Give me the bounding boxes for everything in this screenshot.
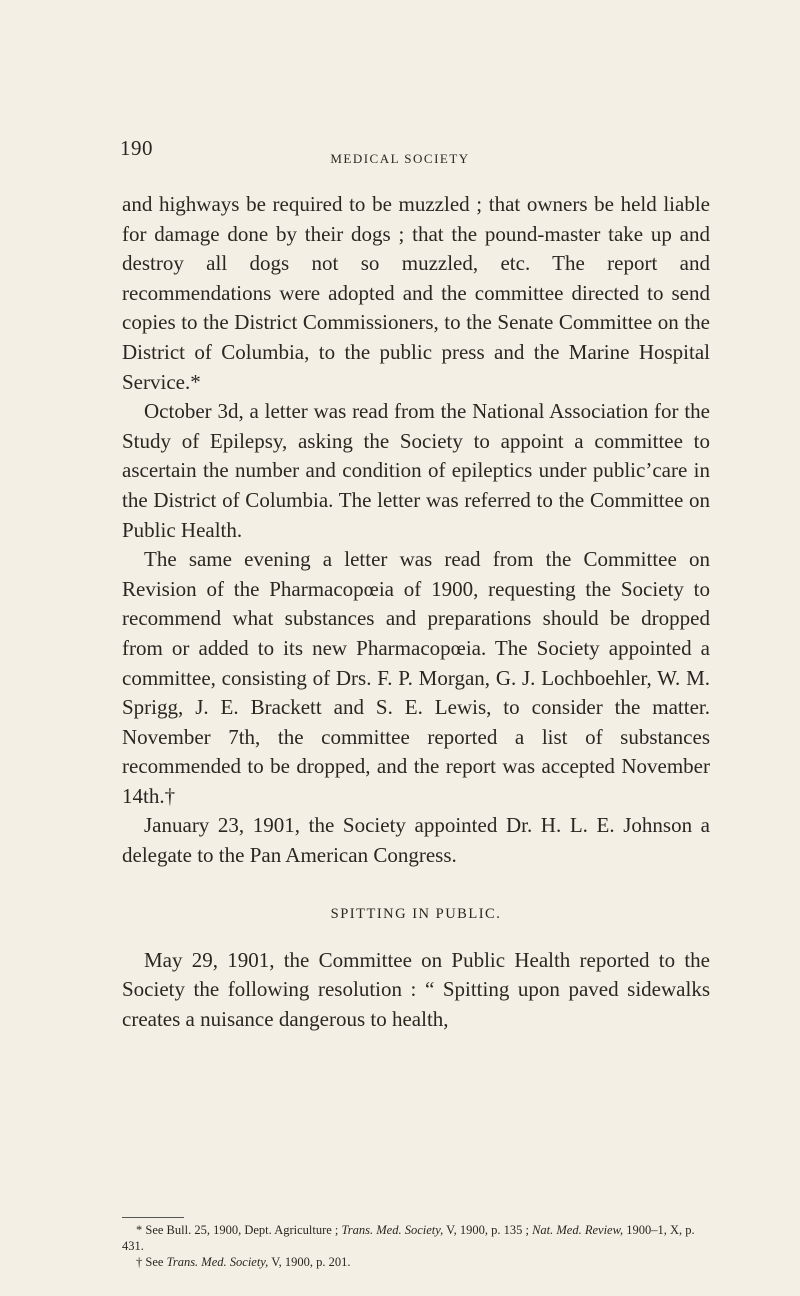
footnotes bbox=[122, 1222, 710, 1270]
paragraph: January 23, 1901, the Society appointed Dr. H. L. E. Johnson a delegate to the Pan American Congress. bbox=[122, 813, 710, 868]
footnote-citation: Trans. Med. Society, bbox=[166, 1255, 269, 1269]
footnote-citation: Nat. Med. Review, bbox=[532, 1223, 624, 1237]
page-number: 190 bbox=[120, 136, 153, 160]
footnote bbox=[122, 1254, 710, 1270]
paragraph: May 29, 1901, the Committee on Public Health reported to the Society the following resolution : “ Spitting upon paved sidewalks creates a nuisance dangerous to health, bbox=[122, 947, 710, 1031]
footnote-citation: Trans. Med. Society, bbox=[341, 1223, 444, 1237]
footnote bbox=[122, 1222, 710, 1254]
footnote-text: V, 1900, p. 135 ; bbox=[443, 1223, 533, 1237]
section-heading: SPITTING IN PUBLIC. bbox=[330, 905, 502, 922]
running-head: MEDICAL SOCIETY bbox=[330, 151, 470, 166]
paragraph: The same evening a letter was read from the Committee on Revision of the Pharmacopœia of 1900, requesting the Society to recommend what substances and preparations should be dropped from or added to its new Pharmacopœia. The Society appointed a committee, consisting of Drs. F. P. Morgan, G. J. Lochboehler, W. M. Sprigg, J. E. Brackett and S. E. Lewis, to consider the matter. November 7th, the committee reported a list of substances recommended to be dropped, and the report was accepted November 14th.† bbox=[122, 547, 710, 808]
footnote-text: † See bbox=[136, 1255, 167, 1269]
footnote-text: V, 1900, p. 201. bbox=[268, 1255, 351, 1269]
footnote-text: 1900–1, X, p. 431. bbox=[122, 1223, 695, 1253]
footnote-rule bbox=[122, 1217, 184, 1218]
paragraph: October 3d, a letter was read from the National Association for the Study of Epilepsy, asking the Society to appoint a committee to ascertain the number and condition of epileptics under public’care in the District of Columbia. The letter was referred to the Committee on Public Health. bbox=[122, 399, 710, 542]
body-text bbox=[122, 190, 710, 1034]
paragraph: and highways be required to be muzzled ; that owners be held liable for damage done by their dogs ; that the pound-master take up and destroy all dogs not so muzzled, etc. The report and recommendations were adopted and the committee directed to send copies to the District Commissioners, to the Senate Committee on the District of Columbia, to the public press and the Marine Hospital Service.* bbox=[122, 192, 710, 394]
footnote-text: * See Bull. 25, 1900, Dept. Agriculture ; bbox=[136, 1223, 342, 1237]
